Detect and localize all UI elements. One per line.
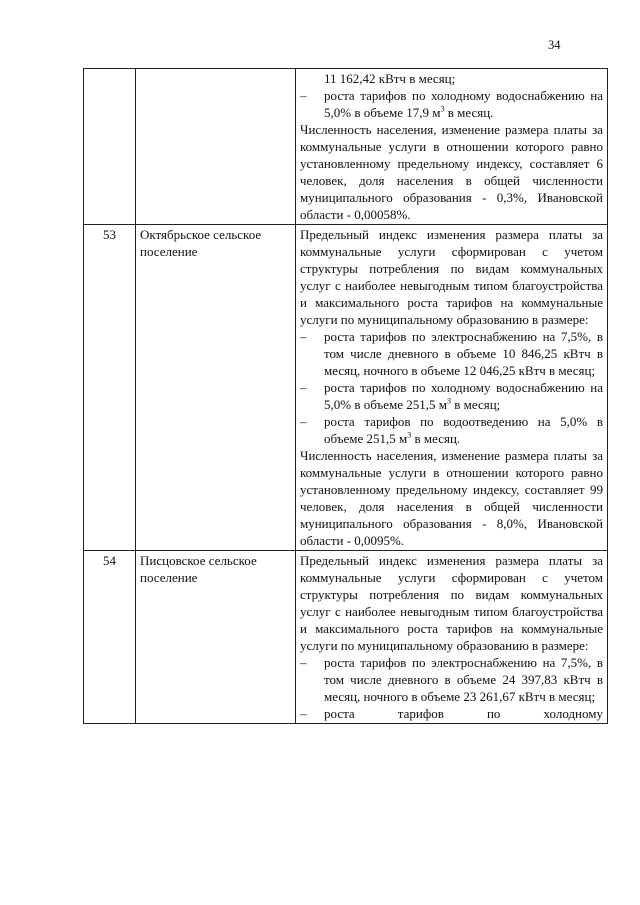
intro-paragraph: Предельный индекс изменения размера платы за коммунальные услуги сформирован с учетом структуры потребления по видам коммунальных услуг с наиболее невыгодным типом благоустройства и максимального роста тарифов на коммунальные услуги по муниципальному образованию в размере: — [300, 553, 603, 653]
bullet-text: роста тарифов по электроснабжению на 7,5%, в том числе дневного в объеме 10 846,25 кВтч в месяц, ночного в объеме 12 046,25 кВтч в месяц; — [324, 329, 603, 378]
table-row — [84, 225, 608, 551]
bullet-text: роста тарифов по электроснабжению на 7,5%, в том числе дневного в объеме 24 397,83 кВтч в месяц, ночного в объеме 23 261,67 кВтч в месяц; — [324, 655, 603, 704]
description-cell — [296, 551, 608, 724]
row-number-cell — [84, 69, 136, 225]
dash-marker: – — [300, 88, 307, 103]
continued-line: 11 162,42 кВтч в месяц; — [324, 71, 456, 86]
bullet-text: роста тарифов по водоотведению на 5,0% в объеме 251,5 $м^3$ в месяц. — [324, 414, 603, 446]
population-paragraph: Численность населения, изменение размера платы за коммунальные услуги в отношении которого равно установленному предельному индексу, составляет 6 человек, доля населения в общей численности муниципального образования - 0,3%, Ивановской области - 0,00058%. — [300, 122, 603, 222]
municipality-name-cell — [136, 69, 296, 225]
bullet-item — [300, 413, 603, 447]
row-number-cell: 53 — [84, 225, 136, 551]
population-paragraph: Численность населения, изменение размера платы за коммунальные услуги в отношении которого равно установленному предельному индексу, составляет 99 человек, доля населения в общей численности муниципального образования - 8,0%, Ивановской области - 0,0095%. — [300, 448, 603, 548]
tariff-table — [83, 68, 608, 724]
dash-marker: – — [300, 655, 307, 670]
dash-marker: – — [300, 329, 307, 344]
table-row — [84, 69, 608, 225]
bullet-item — [300, 705, 603, 722]
description-cell — [296, 225, 608, 551]
intro-paragraph: Предельный индекс изменения размера платы за коммунальные услуги сформирован с учетом структуры потребления по видам коммунальных услуг с наиболее невыгодным типом благоустройства и максимального роста тарифов на коммунальные услуги по муниципальному образованию в размере: — [300, 227, 603, 327]
bullet-text: роста тарифов по холодному водоснабжению на 5,0% в объеме 251,5 $м^3$ в месяц; — [324, 380, 603, 412]
bullet-text: роста тарифов по холодному — [324, 706, 603, 721]
bullet-item — [300, 654, 603, 705]
row-number-cell: 54 — [84, 551, 136, 724]
municipality-name-cell: Писцовское сельское поселение — [136, 551, 296, 724]
bullet-item — [300, 87, 603, 121]
bullet-item — [300, 379, 603, 413]
page-number: 34 — [548, 38, 561, 52]
bullet-item — [300, 328, 603, 379]
bullet-text: роста тарифов по холодному водоснабжению на 5,0% в объеме 17,9 $м^3$ в месяц. — [324, 88, 603, 120]
description-cell — [296, 69, 608, 225]
table-row — [84, 551, 608, 724]
dash-marker: – — [300, 414, 307, 429]
dash-marker: – — [300, 380, 307, 395]
municipality-name-cell: Октябрьское сельское поселение — [136, 225, 296, 551]
dash-marker: – — [300, 706, 307, 721]
